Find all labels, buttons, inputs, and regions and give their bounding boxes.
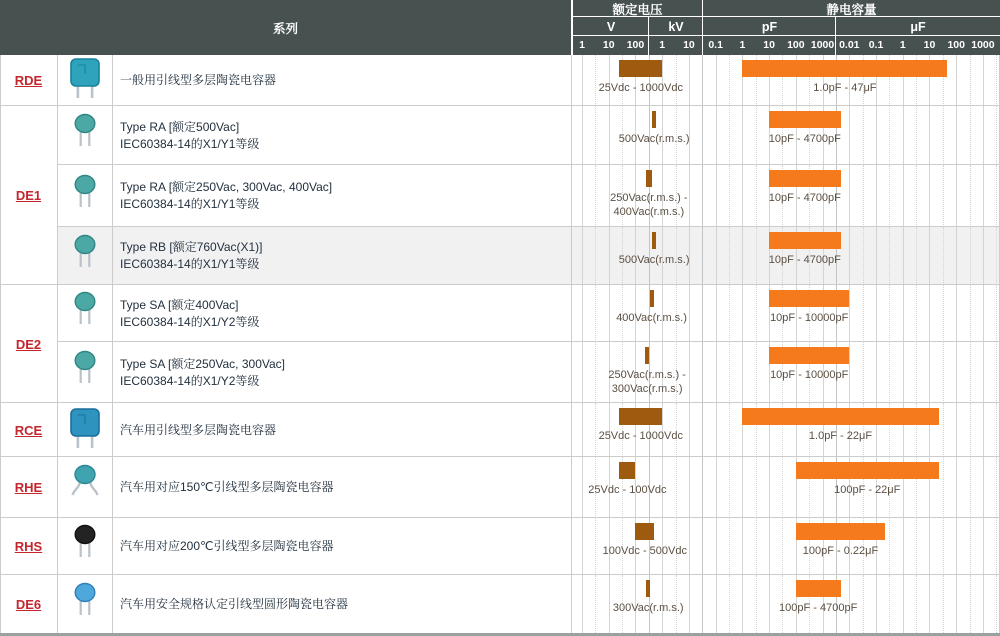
table-row xyxy=(0,106,1000,165)
disc-crimped-capacitor-icon xyxy=(65,464,105,511)
capacitance-range-bar xyxy=(796,523,885,540)
axis-tick: 1 xyxy=(739,39,746,51)
capacitor-icon-cell xyxy=(57,227,112,285)
table-row xyxy=(0,55,1000,106)
capacitor-icon-cell xyxy=(57,575,112,633)
range-chart-cell xyxy=(572,403,1000,457)
header-separator xyxy=(648,17,649,55)
row-description-line: 汽车用对应200℃引线型多层陶瓷电容器 xyxy=(120,539,334,553)
voltage-range-bar xyxy=(646,580,650,597)
axis-tick: 10 xyxy=(683,39,695,51)
axis-tick: 0.1 xyxy=(708,39,723,51)
header-separator xyxy=(835,17,836,55)
voltage-range-label: 25Vdc - 1000Vdc xyxy=(598,430,683,442)
voltage-range-bar xyxy=(652,111,656,128)
range-chart-cell xyxy=(572,342,1000,403)
capacitance-range-label: 10pF - 4700pF xyxy=(768,133,841,145)
row-description xyxy=(112,227,571,285)
series-cell-de2 xyxy=(0,285,57,403)
row-description-line: Type RA [额定250Vac, 300Vac, 400Vac] xyxy=(120,180,333,194)
row-description-line: IEC60384-14的X1/Y1等级 xyxy=(120,136,260,151)
voltage-range-label: 400Vac(r.m.s.) xyxy=(616,312,687,324)
capacitance-range-label: 100pF - 22μF xyxy=(834,484,901,496)
row-description xyxy=(112,518,571,575)
series-link-rhe[interactable]: RHE xyxy=(14,480,43,495)
voltage-range-bar xyxy=(619,60,662,77)
table-row xyxy=(0,457,1000,518)
axis-tick: 1000 xyxy=(971,39,995,51)
row-description xyxy=(112,165,571,227)
table-header xyxy=(0,0,1000,55)
header-separator xyxy=(573,35,1000,36)
series-cell-rhe xyxy=(0,457,57,518)
header-separator xyxy=(571,0,573,55)
capacitance-range-label: 100pF - 0.22μF xyxy=(802,545,879,557)
series-link-de2[interactable]: DE2 xyxy=(15,336,42,352)
series-link-rhs[interactable]: RHS xyxy=(14,539,43,554)
capacitance-range-bar xyxy=(769,290,849,307)
axis-tick: 0.01 xyxy=(839,39,860,51)
capacitance-range-bar xyxy=(742,408,938,425)
header-separator xyxy=(702,0,703,55)
axis-tick: 1 xyxy=(659,39,666,51)
series-column-header: 系列 xyxy=(0,0,571,55)
unit-header-microfarads: μF xyxy=(836,17,1000,36)
header-separator xyxy=(573,16,1000,17)
range-chart-cell xyxy=(572,575,1000,633)
series-cell-de6 xyxy=(0,575,57,633)
table-row xyxy=(0,342,1000,403)
capacitance-range-bar xyxy=(769,232,840,249)
range-chart-cell xyxy=(572,165,1000,227)
capacitance-range-bar xyxy=(796,580,841,597)
capacitance-range-bar xyxy=(796,462,939,479)
series-cell-rhs xyxy=(0,518,57,575)
row-description-line: IEC60384-14的X1/Y2等级 xyxy=(120,373,260,388)
row-description-line: Type RA [额定500Vac] xyxy=(120,119,240,134)
box-teal-capacitor-icon xyxy=(66,57,104,104)
table-row xyxy=(0,165,1000,227)
voltage-range-bar xyxy=(619,408,662,425)
table-row xyxy=(0,285,1000,342)
capacitance-range-bar xyxy=(742,60,947,77)
capacitor-icon-cell xyxy=(57,518,112,575)
disc-teal-capacitor-icon xyxy=(66,350,104,395)
row-description xyxy=(112,457,571,518)
range-chart-cell xyxy=(572,227,1000,285)
voltage-range-label: 300Vac(r.m.s.) xyxy=(612,602,684,614)
capacitor-icon-cell xyxy=(57,165,112,227)
table-row xyxy=(0,575,1000,633)
rated-voltage-group-header: 额定电压 xyxy=(573,0,702,17)
axis-tick: 10 xyxy=(602,39,615,51)
series-cell-rce xyxy=(0,403,57,457)
series-link-rde[interactable]: RDE xyxy=(14,73,43,88)
series-cell-de1 xyxy=(0,106,57,285)
axis-tick: 1 xyxy=(899,39,906,51)
row-description xyxy=(112,403,571,457)
voltage-range-bar xyxy=(646,170,651,187)
axis-tick: 1000 xyxy=(810,39,835,51)
axis-tick: 10 xyxy=(763,39,775,51)
table-row xyxy=(0,227,1000,285)
row-description xyxy=(112,55,571,106)
row-description xyxy=(112,106,571,165)
row-description xyxy=(112,342,571,403)
voltage-range-label: 500Vac(r.m.s.) xyxy=(618,254,690,266)
row-description-line: 汽车用引线型多层陶瓷电容器 xyxy=(120,422,277,437)
range-chart-cell xyxy=(572,55,1000,106)
capacitor-icon-cell xyxy=(57,106,112,165)
voltage-range-bar xyxy=(650,290,654,307)
axis-tick: 100 xyxy=(947,39,965,51)
capacitance-range-bar xyxy=(769,111,840,128)
range-chart-cell xyxy=(572,106,1000,165)
voltage-range-label: 250Vac(r.m.s.) - 300Vac(r.m.s.) xyxy=(608,369,686,395)
capacitance-range-label: 1.0pF - 47μF xyxy=(813,82,877,94)
disc-teal-capacitor-icon xyxy=(66,291,104,336)
voltage-range-label: 25Vdc - 100Vdc xyxy=(588,484,667,496)
unit-header-volts: V xyxy=(573,17,649,36)
capacitance-range-label: 10pF - 4700pF xyxy=(768,254,841,266)
capacitance-range-label: 10pF - 10000pF xyxy=(770,312,849,324)
capacitance-range-label: 1.0pF - 22μF xyxy=(808,430,873,442)
row-description-line: IEC60384-14的X1/Y1等级 xyxy=(120,257,260,271)
table-row xyxy=(0,403,1000,457)
box-blue-capacitor-icon xyxy=(66,407,104,454)
unit-header-kilovolts: kV xyxy=(649,17,703,36)
row-description xyxy=(112,285,571,342)
capacitance-range-label: 100pF - 4700pF xyxy=(779,602,858,614)
capacitor-icon-cell xyxy=(57,285,112,342)
row-description-line: Type SA [额定250Vac, 300Vac] xyxy=(120,356,285,371)
capacitance-group-header: 静电容量 xyxy=(703,0,1000,17)
series-link-de1[interactable]: DE1 xyxy=(15,188,42,203)
row-description-line: 汽车用安全规格认定引线型圆形陶瓷电容器 xyxy=(120,596,349,611)
axis-tick: 100 xyxy=(626,39,645,51)
table-body xyxy=(0,55,1000,636)
range-chart-cell xyxy=(572,518,1000,575)
axis-tick-labels xyxy=(572,36,1000,55)
row-description-line: 一般用引线型多层陶瓷电容器 xyxy=(120,73,277,87)
axis-tick: 0.1 xyxy=(868,39,884,51)
row-description xyxy=(112,575,571,633)
voltage-range-label: 25Vdc - 1000Vdc xyxy=(598,82,683,94)
capacitance-range-label: 10pF - 10000pF xyxy=(770,369,849,381)
row-description-line: Type RB [额定760Vac(X1)] xyxy=(120,240,263,254)
axis-tick: 100 xyxy=(787,39,805,51)
capacitance-range-bar xyxy=(769,347,849,364)
capacitor-icon-cell xyxy=(57,342,112,403)
capacitor-icon-cell xyxy=(57,403,112,457)
table-row xyxy=(0,518,1000,575)
disc-teal-capacitor-icon xyxy=(66,174,104,219)
disc-teal-capacitor-icon xyxy=(66,113,104,158)
series-cell-rde xyxy=(0,55,57,106)
row-description-line: 汽车用对应150℃引线型多层陶瓷电容器 xyxy=(120,480,334,494)
axis-tick: 1 xyxy=(579,39,585,51)
row-description-line: IEC60384-14的X1/Y1等级 xyxy=(120,197,260,211)
disc-teal-capacitor-icon xyxy=(66,234,104,279)
voltage-range-bar xyxy=(652,232,656,249)
capacitor-icon-cell xyxy=(57,457,112,518)
voltage-range-bar xyxy=(645,347,649,364)
voltage-range-bar xyxy=(619,462,635,479)
capacitance-range-bar xyxy=(769,170,840,187)
voltage-range-label: 100Vdc - 500Vdc xyxy=(602,545,687,557)
row-description-line: IEC60384-14的X1/Y2等级 xyxy=(120,314,260,329)
axis-tick: 10 xyxy=(923,39,936,51)
unit-header-picofarads: pF xyxy=(703,17,836,36)
voltage-range-bar xyxy=(635,523,654,540)
disc-black-capacitor-icon xyxy=(66,524,104,569)
range-chart-cell xyxy=(572,457,1000,518)
row-description-line: Type SA [额定400Vac] xyxy=(120,297,239,312)
series-link-rce[interactable]: RCE xyxy=(14,422,43,438)
series-link-de6[interactable]: DE6 xyxy=(15,596,42,612)
capacitor-icon-cell xyxy=(57,55,112,106)
voltage-range-label: 250Vac(r.m.s.) - 400Vac(r.m.s.) xyxy=(610,192,688,218)
range-chart-cell xyxy=(572,285,1000,342)
disc-blue-capacitor-icon xyxy=(66,582,104,627)
capacitance-range-label: 10pF - 4700pF xyxy=(768,192,841,204)
voltage-range-label: 500Vac(r.m.s.) xyxy=(618,133,690,145)
